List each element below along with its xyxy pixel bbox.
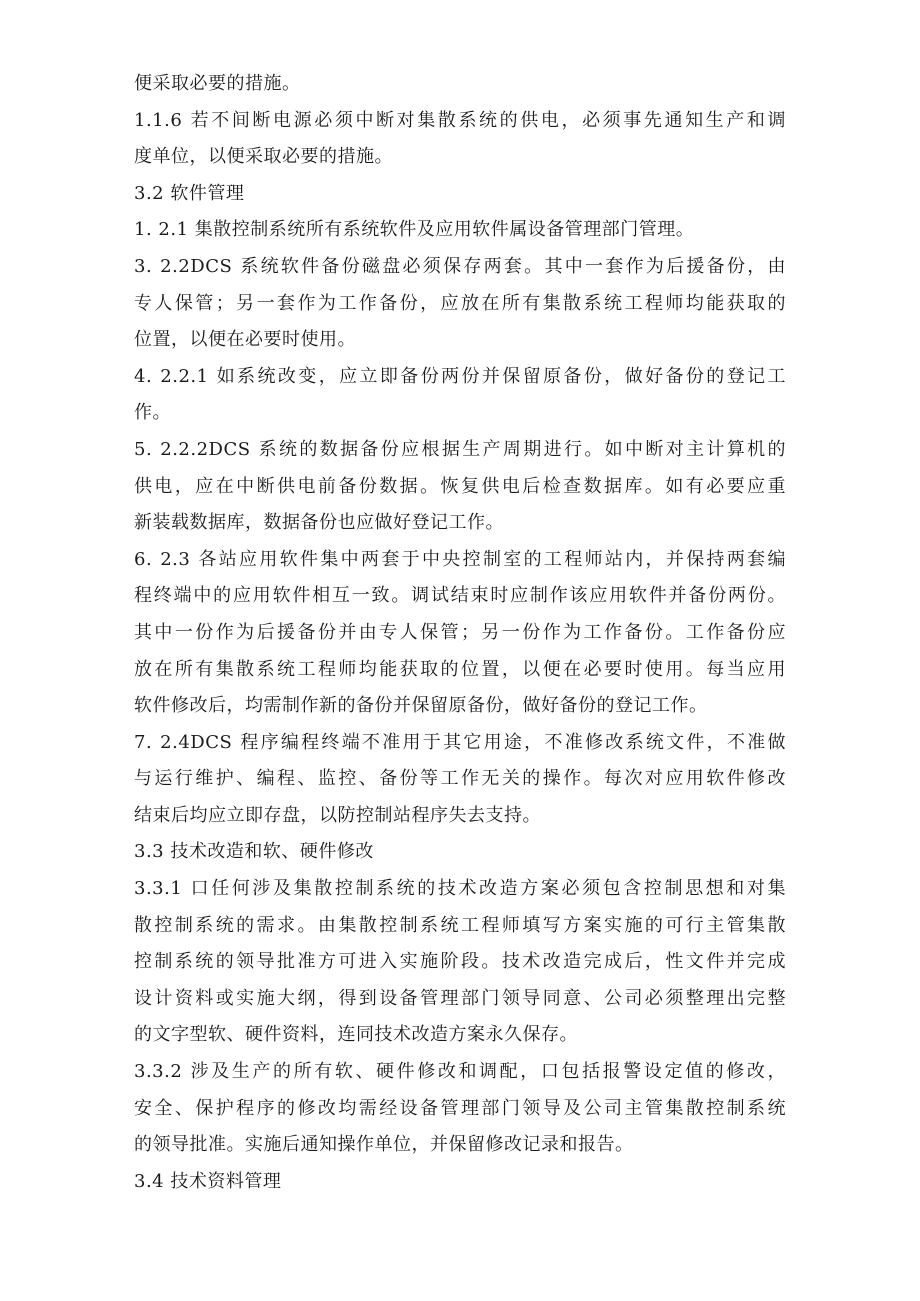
text-line: 5. 2.2.2DCS 系统的数据备份应根据生产周期进行。如中断对主计算机的 — [134, 438, 786, 460]
text-line: 4. 2.2.1 如系统改变，应立即备份两份并保留原备份，做好备份的登记工 — [134, 365, 786, 387]
text-line: 1.1.6 若不间断电源必须中断对集散系统的供电，必须事先通知生产和调 — [134, 109, 786, 131]
text-line: 6. 2.3 各站应用软件集中两套于中央控制室的工程师站内，并保持两套编 — [134, 548, 786, 570]
text-line: 结束后均应立即存盘，以防控制站程序失去支持。 — [134, 804, 541, 826]
text-line: 放在所有集散系统工程师均能获取的位置，以便在必要时使用。每当应用 — [134, 658, 786, 680]
text-line: 专人保管；另一套作为工作备份，应放在所有集散系统工程师均能获取的 — [134, 292, 786, 314]
text-line: 其中一份作为后援备份并由专人保管；另一份作为工作备份。工作备份应 — [134, 621, 786, 643]
text-line: 作。 — [134, 402, 171, 424]
text-line: 软件修改后，均需制作新的备份并保留原备份，做好备份的登记工作。 — [134, 695, 708, 717]
text-line: 控制系统的领导批准方可进入实施阶段。技术改造完成后，性文件并完成 — [134, 951, 786, 973]
document-body — [134, 66, 786, 1200]
text-line: 3. 2.2DCS 系统软件备份磁盘必须保存两套。其中一套作为后援备份，由 — [134, 255, 786, 277]
text-line: 与运行维护、编程、监控、备份等工作无关的操作。每次对应用软件修改 — [134, 768, 786, 790]
text-line: 的文字型软、硬件资料，连同技术改造方案永久保存。 — [134, 1024, 578, 1046]
text-line: 设计资料或实施大纲，得到设备管理部门领导同意、公司必须整理出完整 — [134, 987, 786, 1009]
section-heading: 3.3 技术改造和软、硬件修改 — [134, 841, 374, 863]
text-line: 1. 2.1 集散控制系统所有系统软件及应用软件属设备管理部门管理。 — [134, 219, 695, 241]
text-line: 供电，应在中断供电前备份数据。恢复供电后检查数据库。如有必要应重 — [134, 475, 786, 497]
text-line: 便采取必要的措施。 — [134, 73, 301, 94]
text-line: 新装载数据库，数据备份也应做好登记工作。 — [134, 512, 504, 534]
text-line: 位置，以便在必要时使用。 — [134, 329, 356, 351]
text-line: 7. 2.4DCS 程序编程终端不准用于其它用途，不准修改系统文件，不准做 — [134, 731, 786, 753]
text-line: 3.3.2 涉及生产的所有软、硬件修改和调配，口包括报警设定值的修改， — [134, 1061, 786, 1083]
text-line: 的领导批准。实施后通知操作单位，并保留修改记录和报告。 — [134, 1134, 634, 1156]
section-heading: 3.4 技术资料管理 — [134, 1170, 282, 1192]
text-line: 程终端中的应用软件相互一致。调试结束时应制作该应用软件并备份两份。 — [134, 585, 786, 607]
text-line: 度单位，以便采取必要的措施。 — [134, 146, 393, 168]
text-line: 散控制系统的需求。由集散控制系统工程师填写方案实施的可行主管集散 — [134, 914, 786, 936]
text-line: 3.3.1 口任何涉及集散控制系统的技术改造方案必须包含控制思想和对集 — [134, 878, 786, 900]
text-line: 安全、保护程序的修改均需经设备管理部门领导及公司主管集散控制系统 — [134, 1097, 786, 1119]
section-heading: 3.2 软件管理 — [134, 182, 245, 204]
